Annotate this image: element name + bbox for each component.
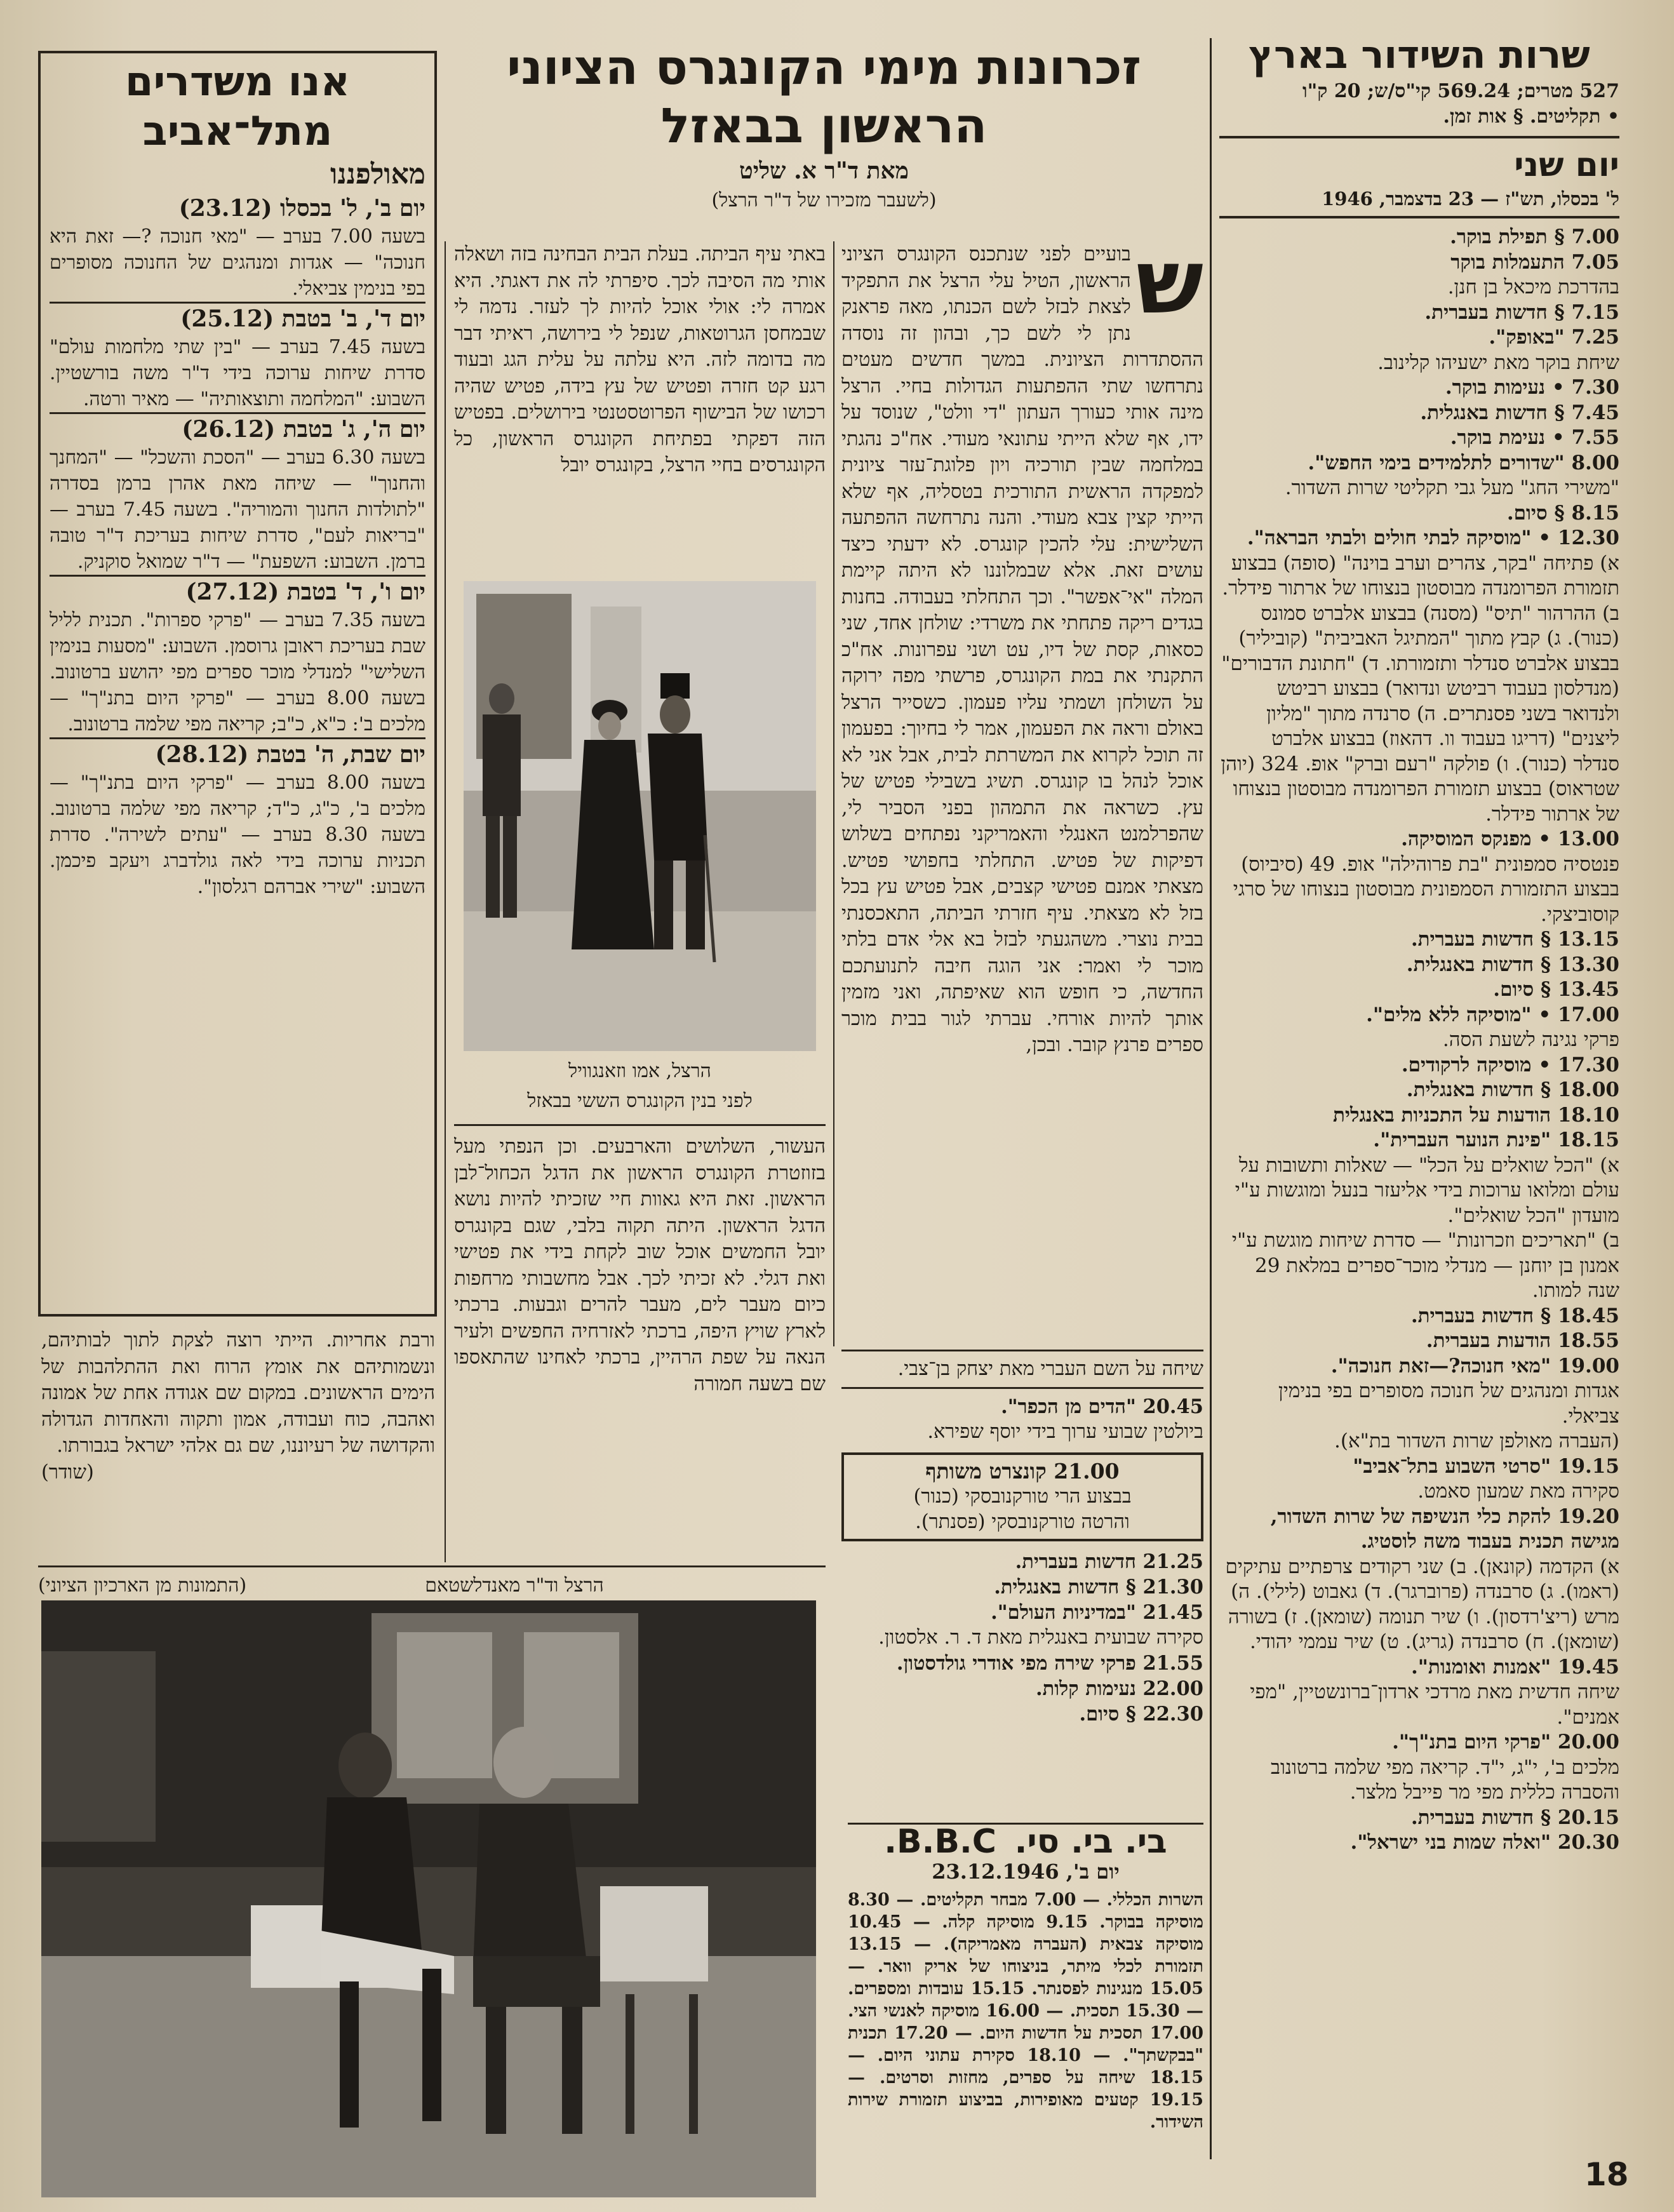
frequency-line: 527 מטרים; 569.24 קי"ס/ש; 20 ק"ו [1302, 80, 1619, 102]
article-signer: (שודר) [41, 1461, 94, 1484]
program-entry: 21.45 "במדיניות העולם". [991, 1601, 1203, 1624]
schedule-column [1219, 32, 1619, 2178]
program-list-continued [841, 1394, 1203, 1445]
article-byline: מאת ד"ר א. שליט [739, 158, 909, 184]
program-list-late [841, 1549, 1203, 1727]
broadcast-day-heading: יום ב', ל' בכסלו (23.12) [178, 195, 425, 222]
concert-line3: והרטה טורקנובסקי (פסנתר). [915, 1511, 1130, 1533]
photo-herzl-mother-zangwill [464, 581, 816, 1051]
program-entry: 13.45 § סיום. [1493, 978, 1619, 1001]
photo-herzl-mandelstamm [41, 1600, 816, 2197]
program-entry: 18.15 "פינת הנוער העברית". [1373, 1129, 1619, 1151]
schedule-continuation [841, 1350, 1203, 1813]
program-entry: 18.55 הודעות בעברית. [1426, 1329, 1619, 1352]
program-entry: א) הקדמה (קונאן). ב) שני רקודים צרפתיים עתיקים (ראמו). ג) סרבנדה (פרוברגר). ד) גאבוט (לילי). ה) מרש (ריצ'רדסון). ו) שיר תנומה (שומאן). ז) בשורה (שומאן). ח) סרבנדה (גריג). ט) שיר עממי יהודי. [1225, 1555, 1619, 1653]
program-entry: 7.00 § תפילת בוקר. [1450, 225, 1619, 248]
photo-section-divider [38, 1565, 826, 1567]
article-subtitle: (לשעבר מזכירו של ד"ר הרצל) [711, 189, 937, 211]
article-text-a: בועיים לפני שנתכנס הקונגרס הציוני הראשון, הטיל עלי הרצל את התפקיד לצאת לבזל לשם הכנתו, מאה פראנק נתן לי לשם כך, ובהון זה נוסדה ההסתדרות הציונית. במשך חדשים מעטים נתרחשו שתי ההפתעות הגדולות בחיי. הרצל מינה אותי כעורך העתון "די וולט", שנוסד על ידו, אף שלא הייתי עתונאי מעודי. אח"כ נהגתי במלחמה שבין תורכיה ויון פלוגת־עזר ציונית למפקדה הראשית התורכית בטסליה, אף שלא הייתי קצין צבא מעודי. והנה נתרחשה ההפתעה השלישית: עלי להכין קונגרס. לא ידעתי כיצד עושים זאת. אלא שבמלוננו לא היתה קיימת המלה "אי־אפשר". וכך התחלתי בעבודה. בחנות בגדים ריקה פתחתי את משרדי: שולחן אחד, שני כסאות, קסת של דיו, עט ושני עפרונות. אח"כ התקנתי את במת הקונגרס, פרשתי מפה ירוקה על השולחן ושמתי עליו פעמון. כשסייר הרצל באולם וראה את הפעמון, אמר לי בחיוך: בפעמון זה תוכל לקרוא את המשרתת לבית, אבל אני לא אוכל לנהל בו קונגרס. תשיג בשבילי פטיש של עץ. כשראה את התמהון בפני הסביר לי, שהפרלמנט האנגלי והאמריקני נפתחים בשלוש דפיקות של פטיש. התחלתי בחפושי פטיש. מצאתי אמנם פטישי קצבים, אבל פטיש עץ בכל בזל לא מצאתי. עיף חזרתי הביתה, התאכסנתי בבית נוצרי. משהגעתי לבזל בא אלי אדם בלתי מוכר לי ואמר: אני הוגה חיבה לתנועתכם החדשה, כי חופש הוא שאיפתה, ואני מזמין אותך להיות אורחי. עברתי לגור בבית מוכר ספרים פרנץ קובר. ובכן, [841, 243, 1203, 1056]
program-entry: 18.10 הודעות על התכניות באנגלית [1333, 1103, 1619, 1127]
bbc-date: 23.12.1946 [932, 1860, 1059, 1884]
article-title-line1: זכרונות מימי הקונגרס הציוני [506, 39, 1142, 95]
program-entry: סקירה מאת שמעון סאמט. [1417, 1480, 1619, 1503]
day-title: יום שני [1514, 146, 1619, 184]
program-entry: 22.00 נעימות קלות. [1035, 1677, 1203, 1700]
broadcast-day-text: בשעה 7.00 בערב — "מאי חנוכה ?— זאת היא חנוכה" — אגדות ומנהגים של החנוכה מסופרים בפי בנימין צביאלי. [50, 225, 425, 300]
program-entry: 7.15 § חדשות בעברית. [1424, 300, 1619, 324]
article-title-line2: הראשון בבאזל [660, 97, 988, 154]
tel-aviv-title1: אנו משדרים [124, 58, 351, 105]
bbc-day: יום ב', [1066, 1860, 1120, 1884]
column-divider [833, 241, 834, 1346]
program-entry: 20.45 "הדים מן הכפר". [1001, 1395, 1203, 1418]
article-header [445, 38, 1203, 241]
broadcast-day-heading: יום ה', ג' בטבת (26.12) [50, 412, 425, 445]
concert-box [841, 1452, 1203, 1541]
legend-line: • תקליטים. § אות זמן. [1443, 105, 1619, 128]
program-entry: 22.30 § סיום. [1079, 1703, 1203, 1726]
tel-aviv-content [50, 57, 425, 1305]
bbc-title: בי. בי. סי. [1014, 1823, 1167, 1861]
broadcast-day-text: בשעה 7.45 בערב — "בין שתי מלחמות עולם" סדרת שיחות ערוכה בידי ד"ר משה בורשטיין. השבוע: "המלחמה ותוצאותיה" — מאיר ורטה. [50, 336, 425, 410]
program-entry: 21.30 § חדשות באנגלית. [994, 1576, 1203, 1599]
column-divider [445, 241, 446, 1562]
program-entry: 17.00 • "מוסיקה ללא מלים". [1366, 1003, 1619, 1026]
program-entry: "משירי החג" מעל גבי תקליטי שרות השדור. [1285, 476, 1619, 499]
photo-illustration [41, 1600, 816, 2197]
program-entry: אגדות ומנהגים של חנוכה מסופרים בפי בנימין צביאלי. [1278, 1379, 1619, 1428]
date-line: ל' בכסלו, תש"ז — 23 בדצמבר, 1946 [1322, 188, 1619, 210]
broadcast-day-heading: יום שבת, ה' בטבת (28.12) [50, 737, 425, 770]
broadcast-day-heading: יום ד', ב' בטבת (25.12) [50, 302, 425, 334]
program-entry: ביולטין שבועי ערוך בידי יוסף שפירא. [927, 1421, 1203, 1443]
program-entry: 20.00 "פרקי היום בתנ"ך". [1392, 1731, 1619, 1753]
program-entry: 8.15 § סיום. [1506, 501, 1619, 525]
broadcast-day-heading: יום ו', ד' בטבת (27.12) [50, 575, 425, 607]
program-entry: 7.05 התעמלות בוקר [1450, 250, 1619, 274]
broadcast-day-text: בשעה 7.35 בערב — "פרקי ספרות". תכנית לליל שבת בעריכת ראובן גרוסמן. השבוע: "מסעות בנימין השלישי" למנדלי מוכר ספרים מפי יהושע ברטונוב. בשעה 8.00 בערב — "פרקי היום בתנ"ך" — מלכים ב': כ"א, כ"ב; קריאה מפי שלמה ברטונוב. [50, 609, 425, 735]
program-entry: (העברה מאולפן שרות השדור בת"א). [1334, 1430, 1619, 1452]
archive-credit: (התמונות מן הארכיון הציוני) [38, 1574, 247, 1597]
program-entry: 20.15 § חדשות בעברית. [1410, 1806, 1619, 1829]
tel-aviv-entries [50, 193, 425, 900]
program-entry: 7.45 § חדשות באנגלית. [1420, 401, 1619, 424]
program-entry: 13.30 § חדשות באנגלית. [1406, 953, 1619, 976]
tel-aviv-title2: מתל־אביב [142, 108, 333, 155]
schedule-title: שרות השידור בארץ [1249, 33, 1590, 77]
article-text-b2: העשור, השלושים והארבעים. וכן הנפתי מעל בזוזטרת הקונגרס הראשון את הדגל הכחול־לבן הראשון. זאת היא גאוות חיי שזכיתי להיות נושא הדגל הראשון. היתה תקוה בלבי, שגם בקונגרס יובל החמשים אוכל שוב לקחת בידי את פטישי ואת דגלי. לא זכיתי לכך. אבל מחשבותי מרחפות כיום מעבר לים, מעבר להרים וגבעות. ברכתי לארץ שויץ היפה, ברכתי לאזרחיה החפשים ולעיר הנאה על שפת הרהיין, ברכתי לאחינו שהתאספו שם בשעה חמורה [454, 1136, 826, 1395]
program-entry: שיחת בוקר מאת ישעיהו קלינוב. [1377, 351, 1619, 374]
program-entry: 19.20 להקת כלי הנשיפה של שרות השדור, מגישה תכנית בעבוד משה לוסטיג. [1270, 1505, 1619, 1553]
photo2-caption: הרצל וד"ר מאנדלשטאם [425, 1574, 604, 1597]
caption-divider [454, 1124, 826, 1126]
program-entry: ב) "תאריכים וזכרונות" — סדרת שיחות מוגשת ע"י אמנון בן יוחנן — מנדלי מוכר־ספרים במלאת 29 שנה למותו. [1231, 1229, 1619, 1302]
program-entry: סקירה שבועית באנגלית מאת ד. ר. אלסטון. [878, 1626, 1203, 1649]
program-entry: בהדרכת מיכאל בן חנן. [1447, 276, 1619, 298]
program-entry: 8.00 "שדורים לתלמידים בימי החפש". [1308, 451, 1619, 474]
schedule-intro: שיחה על השם העברי מאת יצחק בן־צבי. [897, 1358, 1203, 1380]
program-entry: 20.30 "ואלה שמות בני ישראל". [1350, 1831, 1619, 1854]
column-divider [1210, 38, 1212, 2159]
broadcast-day-text: בשעה 6.30 בערב — "הסכת והשכל" — "המחנך והחנוך" — שיחה מאת אהרן ברמן בסדרה "לתולדות החנוך והמוריה". בשעה 7.45 בערב — "בריאות לעם", סדרת שיחות בעריכת ד"ר טובה ברמן. השבוע: השפעת" — ד"ר שמואל סוקניק. [50, 446, 425, 573]
program-entry: 18.45 § חדשות בעברית. [1410, 1304, 1619, 1327]
program-entry: 18.00 § חדשות באנגלית. [1406, 1078, 1619, 1101]
concert-line2: בבצוע הרי טורקנובסקי (כנור) [913, 1485, 1132, 1508]
program-entry: א) "הכל שואלים על הכל" — שאלות ותשובות על עולם ומלואו ערוכות בידי אליעזר בנעל ומוגשות ע"י מועדון "הכל שואלים". [1235, 1153, 1619, 1227]
article-text-b: באתי עיף הביתה. בעלת הבית הבחינה בזה ושאלה אותי מה הסיבה לכך. סיפרתי לה את דאגתי. היא אמרה לי: אולי אוכל להיות לך לעזר. נדמה לי שבמחסן הגרוטאות, שנפל לי בירושה, ראיתי דבר מה בדומה לזה. היא עלתה על עלית הגג ובעוד רגע קט חזרה ופטיש של עץ בידה, פטיש שהיה רכושו של הבישוף הפרוטסטנטי בירושלים. בפטיש הזה דפקתי בפתיחת הקונגרס הראשון, כל הקונגרסים בחיי הרצל, בקונגרס יובל [454, 243, 826, 476]
article-text-c: ורבת אחריות. הייתי רוצה לצקת לתוך לבותיהם, ונשמותיהם את אומץ הרוח ואת ההתלהבות של הימים הראשונים. במקום שם אגודה אחת של אמונה ואהבה, כוח ועבודה, אמון ותקוה והאחדות הגדולה והקדושה של רעיוננו, שם גם אלהי ישראל בגבורתו. [41, 1329, 435, 1457]
article-column-a [841, 241, 1203, 1346]
article-column-b2 [454, 1134, 826, 1559]
photo-illustration [464, 581, 816, 1051]
program-entry: 21.25 חדשות בעברית. [1015, 1550, 1203, 1573]
program-entry: 7.25 "באופק". [1489, 326, 1619, 349]
program-entry: פרקי נגינה לשעת הסה. [1442, 1028, 1619, 1051]
program-list [1219, 225, 1619, 1856]
photo1-caption-line2: לפני בנין הקונגרס הששי בבאזל [527, 1090, 753, 1112]
bbc-text: השרות הכללי. — 7.00 מבחר תקליטים. — 8.30 מוסיקה בבוקר. 9.15 מוסיקה קלה. — 10.45 מוסיקה צבאית (העברה מאמריקה). — 13.15 תזמורת לכלי מיתר, בניצוחו של אריק וואר. — 15.05 מנגינות לפסנתר. 15.15 עובדות ומספרים. — 15.30 תסכית. — 16.00 מוסיקה לאנשי הצי. 17.00 תסכית על חדשות היום. — 17.20 תכנית "בבקשתך". — 18.10 סקירת עתוני היום. — 18.15 שיחה על ספרים, מחזות וסרטים. — 19.15 קטעים מאופירות, בביצוע תזמורת שירות השידור. [848, 1890, 1203, 2132]
photo1-caption-line1: הרצל, אמו וזאנגוויל [568, 1060, 711, 1082]
program-entry: 13.15 § חדשות בעברית. [1410, 928, 1619, 951]
program-entry: 17.30 • מוסיקה לרקודים. [1401, 1053, 1619, 1076]
program-entry: פנטסיה סמפונית "בת פרוהילה" אופ. 49 (סיביוס) בבצוע התזמורת הסמפונית מבוסטון בנצוחו של סרגי קוסוביצקי. [1233, 852, 1619, 926]
article-column-b [454, 241, 826, 565]
program-entry: שיחה חדשית מאת מרדכי ארדון־ברונשטיין, "מפי אמנים". [1250, 1680, 1619, 1729]
program-entry: 12.30 • "מוסיקה לבתי חולים ולבתי הבראה". [1247, 526, 1619, 549]
article-column-c [41, 1327, 435, 1562]
program-entry: 19.15 "סרטי השבוע בתל־אביב" [1353, 1454, 1619, 1478]
program-entry: 19.00 "מאי חנוכה?—זאת חנוכה". [1330, 1354, 1619, 1377]
page-number: 18 [1584, 2156, 1629, 2193]
bbc-block [848, 1823, 1203, 2178]
tel-aviv-subtitle: מאולפננו [330, 158, 425, 191]
program-entry: 7.55 • נעימת בוקר. [1450, 426, 1619, 449]
broadcast-day-text: בשעה 8.00 בערב — "פרקי היום בתנ"ך" — מלכים ב', כ"ג, כ"ד; קריאה מפי שלמה ברטונוב. בשעה 8.30 בערב — "עתים לשירה". סדרת תכניות ערוכה בידי לאה גולדברג ויעקב פיכמן. השבוע: "שירי אברהם רגלסון". [50, 772, 425, 898]
program-entry: 13.00 • מפנקס המוסיקה. [1401, 828, 1619, 850]
drop-cap: ש [1135, 241, 1203, 334]
program-entry: 21.55 פרקי שירה מפי אודרי גולדסטון. [896, 1652, 1203, 1675]
program-entry: מלכים ב', י"ג, י"ד. קריאה מפי שלמה ברטונוב והסברה כללית מפי מר פייבל מלצר. [1271, 1755, 1619, 1804]
concert-title: 21.00 קונצרט משותף [925, 1459, 1120, 1484]
program-entry: 19.45 "אמנות ואומנות". [1410, 1655, 1619, 1679]
program-entry: א) פתיחה "בקר, צהרים וערב בוינה" (סופה) בבצוע תזמורת הפרומנדה מבוסטון בנצוחו של ארתור פידלר. ב) ההרהור "תיס" (מסנה) בבצוע אלברט סמונס (כנור). ג) קבץ מתוך "המתיגל האביבית" (קוביליר) בבצוע אלברט סנדלר ותזמורתו. ד) "חתונת הדבורים" (מנדלסון בעבוד רביטש ונדואר) בבצוע רביטש ולנדואר בשני פסנתרים. ה) סרנדה מתוך "מליון ליצנים" (דריגו בעבוד וו. דהאוז) בבצוע אלברט סנדלר (כנור). ו) פולקה "רעם וברק" אופ. 324 (יוהן שטראוס) בבצוע תזמורת הפרומנדה מבוסטון בנצוחו של ארתור פידלר. [1221, 551, 1619, 826]
bbc-latin: B.B.C. [884, 1823, 996, 1861]
program-entry: 7.30 • נעימות בוקר. [1445, 376, 1619, 399]
